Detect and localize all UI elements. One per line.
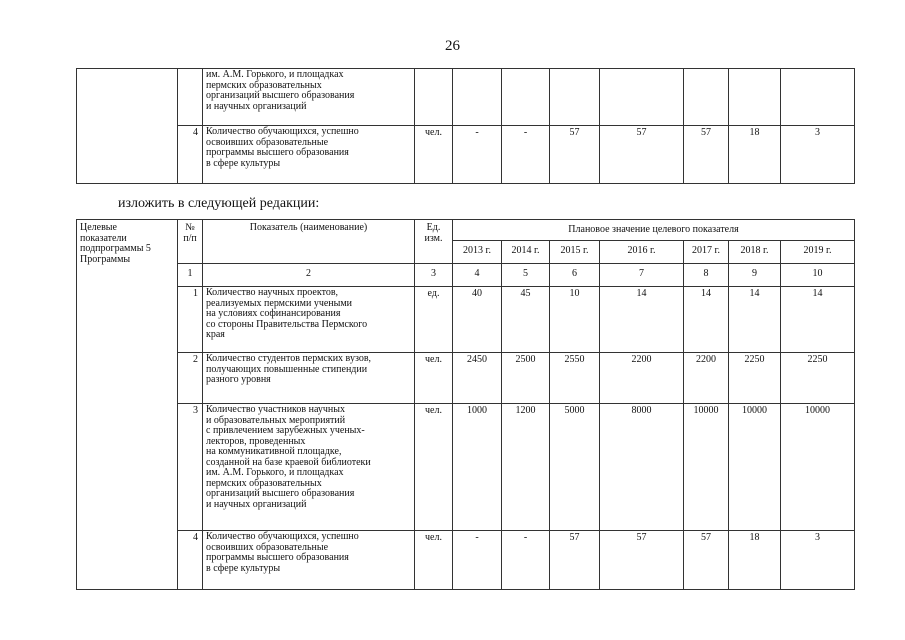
target-indicators-table [76,219,855,590]
unit-cell: чел. [415,531,453,590]
row-number: 4 [178,531,203,590]
row-number: 3 [178,404,203,531]
value-2014: 2500 [502,353,550,404]
value-2016: 57 [600,126,684,184]
prev-row-1 [77,69,855,126]
unit-header-text: Ед. изм. [424,222,443,244]
value-2017 [684,69,729,126]
value-2016 [600,69,684,126]
value-2013: - [453,126,502,184]
value-2016: 14 [600,287,684,353]
value-2013: - [453,531,502,590]
value-2018: 2250 [729,353,781,404]
indicator-text-content: Количество студентов пермских вузов, получающих повышенные стипендии разного уровня [206,353,372,385]
col-num: 4 [453,264,502,287]
value-2017: 10000 [684,404,729,531]
row-number [178,69,203,126]
indicator-text-content: им. А.М. Горького, и площадках пермских образовательных организаций высшего образования и научных организаций [206,69,355,112]
col-num: 7 [600,264,684,287]
value-2015: 57 [550,531,600,590]
value-2014: 1200 [502,404,550,531]
col-num: 10 [781,264,855,287]
value-2013: 1000 [453,404,502,531]
value-2018: 18 [729,126,781,184]
row-number: 1 [178,287,203,353]
planned-header: Плановое значение целевого показателя [453,220,855,241]
value-2017: 57 [684,531,729,590]
unit-cell: чел. [415,404,453,531]
prev-target-cell [77,69,178,184]
col-num: 3 [415,264,453,287]
year-2019: 2019 г. [781,241,855,264]
column-numbers-row [77,264,855,287]
value-2019 [781,69,855,126]
prev-row-2 [77,126,855,184]
unit-cell [415,69,453,126]
header-row-1 [77,220,855,241]
value-2019: 3 [781,531,855,590]
col-num: 1 [178,264,203,287]
value-2013 [453,69,502,126]
value-2017: 57 [684,126,729,184]
table-row [77,287,855,353]
col-num: 2 [203,264,415,287]
target-header-text: Целевые показатели подпрограммы 5 Программы [80,222,151,265]
year-2017: 2017 г. [684,241,729,264]
value-2015: 5000 [550,404,600,531]
value-2017: 14 [684,287,729,353]
unit-cell: ед. [415,287,453,353]
indicator-text [203,126,415,184]
value-2015: 10 [550,287,600,353]
page-number: 26 [445,38,460,54]
indicator-text-content: Количество обучающихся, успешно освоивших образовательные программы высшего образования в сфере культуры [206,126,359,169]
intro-text: изложить в следующей редакции: [118,196,320,211]
table-row [77,404,855,531]
value-2016: 2200 [600,353,684,404]
value-2014: 45 [502,287,550,353]
value-2015: 2550 [550,353,600,404]
table-row [77,353,855,404]
unit-cell: чел. [415,353,453,404]
indicator-text [203,287,415,353]
year-2018: 2018 г. [729,241,781,264]
year-2015: 2015 г. [550,241,600,264]
value-2014: - [502,531,550,590]
value-2013: 2450 [453,353,502,404]
num-header-text: № п/п [183,222,197,244]
year-2013: 2013 г. [453,241,502,264]
indicator-text [203,69,415,126]
value-2019: 3 [781,126,855,184]
col-num: 5 [502,264,550,287]
value-2013: 40 [453,287,502,353]
row-number: 2 [178,353,203,404]
indicator-text-content: Количество обучающихся, успешно освоивших образовательные программы высшего образования в сфере культуры [206,531,359,574]
indicator-text-content: Количество участников научных и образовательных мероприятий с привлечением зарубежных ученых- лекторов, проведенных на коммуникативной площадке, созданной на базе краевой библиотеки им. А.М. Горького, и площадках пермских образовательных организаций высшего образования и научных организаций [206,404,371,510]
value-2016: 57 [600,531,684,590]
indicator-text-content: Количество научных проектов, реализуемых пермскими учеными на условиях софинансирования со стороны Правительства Пермского края [206,287,368,340]
previous-table-fragment [76,68,855,184]
value-2016: 8000 [600,404,684,531]
col-num: 9 [729,264,781,287]
num-header [178,220,203,264]
value-2019: 2250 [781,353,855,404]
value-2019: 10000 [781,404,855,531]
value-2015 [550,69,600,126]
unit-header [415,220,453,264]
col-num: 6 [550,264,600,287]
unit-cell: чел. [415,126,453,184]
value-2018: 10000 [729,404,781,531]
value-2014 [502,69,550,126]
indicator-header: Показатель (наименование) [203,220,415,264]
year-2014: 2014 г. [502,241,550,264]
indicator-text [203,353,415,404]
indicator-text [203,531,415,590]
year-2016: 2016 г. [600,241,684,264]
value-2019: 14 [781,287,855,353]
row-number: 4 [178,126,203,184]
table-row [77,531,855,590]
value-2018 [729,69,781,126]
value-2015: 57 [550,126,600,184]
value-2014: - [502,126,550,184]
col-num: 8 [684,264,729,287]
indicator-text [203,404,415,531]
target-header [77,220,178,590]
value-2018: 14 [729,287,781,353]
value-2018: 18 [729,531,781,590]
value-2017: 2200 [684,353,729,404]
